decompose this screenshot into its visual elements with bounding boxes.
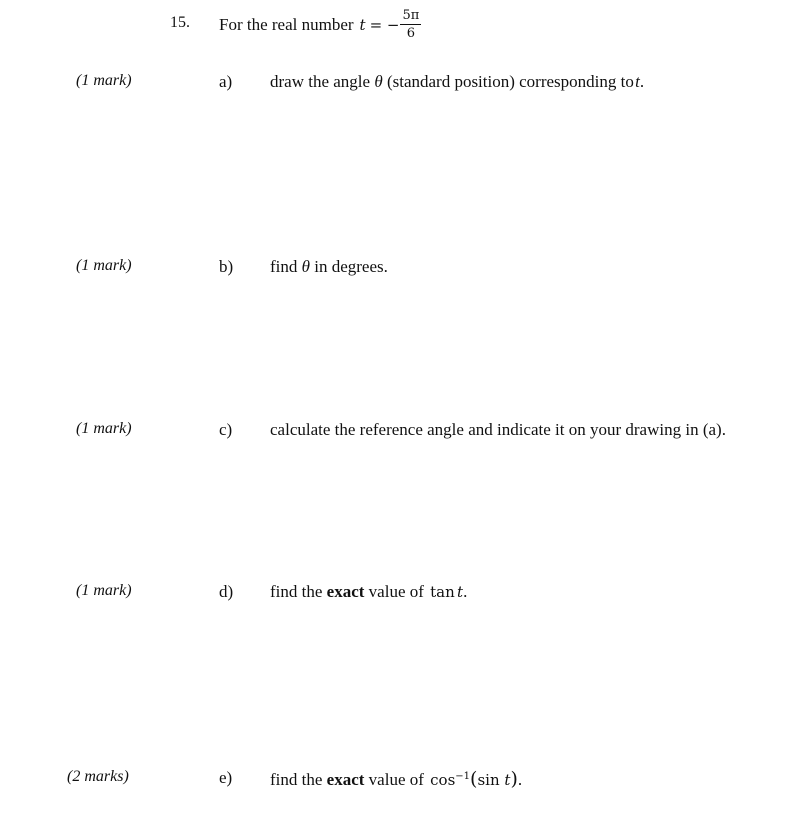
- mark-e: (2 marks): [67, 768, 129, 785]
- part-text-b: [270, 257, 388, 277]
- part-letter-c: c): [219, 420, 233, 439]
- part-letter-b: b): [219, 257, 234, 276]
- part-letter-d: d): [219, 582, 234, 601]
- part-text-e: [270, 768, 522, 790]
- open-paren: (: [470, 768, 478, 790]
- question-stem: [219, 3, 421, 47]
- variable-t: t: [359, 16, 366, 34]
- fraction-5pi-over-6: [400, 9, 421, 40]
- mark-b: (1 mark): [76, 257, 132, 274]
- mark-a: (1 mark): [76, 72, 132, 89]
- part-d-end: .: [463, 582, 468, 601]
- part-a-text-post: (standard position) corresponding to: [386, 72, 634, 91]
- close-paren: ): [510, 768, 518, 790]
- theta-symbol: θ: [301, 257, 310, 276]
- part-b-text-pre: find: [270, 257, 298, 276]
- inverse-cos-expression: [430, 768, 518, 790]
- part-text-d: [270, 582, 467, 602]
- part-d-text-mid: value of: [368, 582, 424, 601]
- part-d-var: t: [457, 583, 464, 601]
- sin-function: sin: [477, 771, 500, 789]
- mark-d: (1 mark): [76, 582, 132, 599]
- fraction-denominator: 6: [406, 26, 416, 41]
- fraction-numerator: 5π: [402, 8, 420, 24]
- question-intro: For the real number: [219, 15, 354, 34]
- question-number: 15.: [170, 14, 190, 31]
- exact-bold: exact: [326, 770, 365, 789]
- part-letter-a: a): [219, 72, 233, 91]
- part-e-var: t: [504, 771, 511, 789]
- mark-c: (1 mark): [76, 420, 132, 437]
- theta-symbol: θ: [374, 72, 383, 91]
- part-e-text-mid: value of: [368, 770, 424, 789]
- part-e-text-pre: find the: [270, 770, 323, 789]
- part-a-end: .: [639, 72, 645, 91]
- part-d-text-pre: find the: [270, 582, 323, 601]
- cos-function: cos: [430, 771, 456, 789]
- exact-bold: exact: [326, 582, 365, 601]
- part-e-end: .: [517, 770, 523, 789]
- tan-function: tan: [430, 583, 455, 601]
- part-b-text-post: in degrees.: [314, 257, 388, 276]
- part-letter-e: e): [219, 768, 233, 787]
- part-text-a: [270, 72, 644, 92]
- inverse-superscript: −1: [455, 771, 471, 782]
- part-a-text-pre: draw the angle: [270, 72, 371, 91]
- part-text-c: calculate the reference angle and indicate it on your drawing in (a).: [270, 420, 726, 439]
- part-a-var: t: [635, 72, 640, 91]
- equals-negative: = −: [369, 16, 400, 34]
